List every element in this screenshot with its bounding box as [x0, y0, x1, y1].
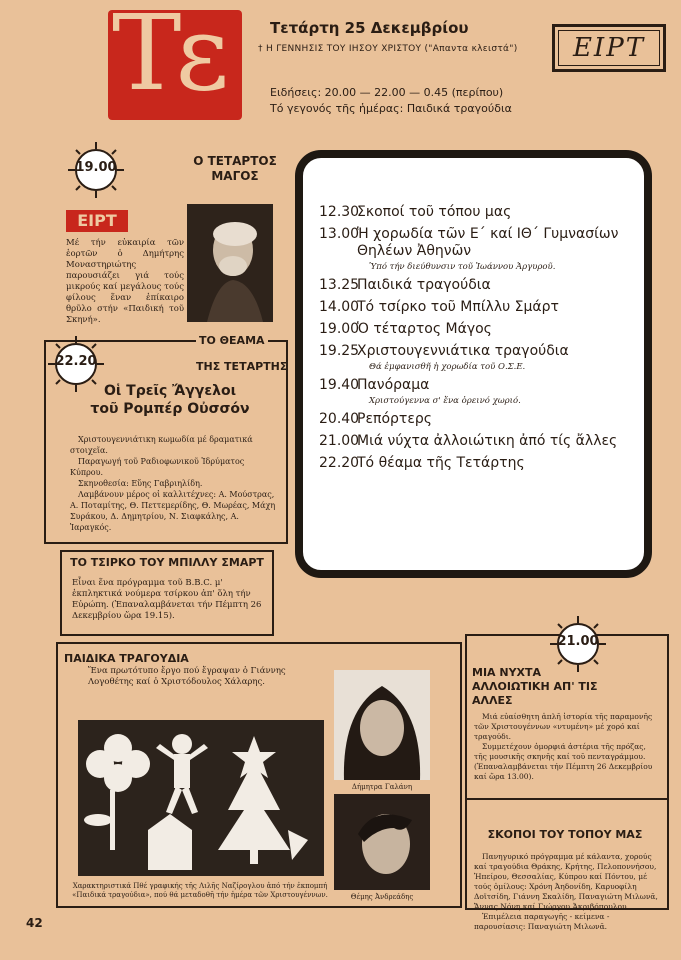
theama-title-line1: Οἱ Τρεῖς Ἄγγελοι [103, 383, 237, 399]
schedule-note: Θά ἐμφανισθῆ ἡ χορωδία τοῦ Ο.Σ.Ε. [369, 362, 526, 372]
paidika-drawing [78, 720, 324, 876]
paidika-title: ΠΑΙΔΙΚΑ ΤΡΑΓΟΥΔΙΑ [64, 652, 189, 665]
holiday-subtitle: † Η ΓΕΝΝΗΣΙΣ ΤΟΥ ΙΗΣΟΥ ΧΡΙΣΤΟΥ ("Απαντα κλειστά") [258, 44, 518, 54]
magos-title-line2: ΜΑΓΟΣ [211, 169, 259, 183]
schedule-note: Ὑπό τήν διεύθυνσιν τοῦ Ἰωάννου Ἀργυροῦ. [369, 262, 556, 272]
nyxta-paragraph: Μιά εὐαίσθητη ἁπλῆ ἱστορία τῆς παραμονῆς τῶν Χριστουγέννων «ντυμένη» μέ χορό καί τραγούδι. [474, 712, 653, 741]
schedule-title: Παιδικά τραγούδια [357, 277, 491, 293]
schedule-note: Χριστούγεννα σ' ἕνα ὀρεινό χωριό. [369, 396, 521, 406]
drawing-caption: Χαρακτηριστικά Πθέ γραφικής τῆς Λιλῆς Ναζίρογλου ἀπό τήν ἐκπομπή «Παιδικά τραγούδια», πού θά μεταδοθῆ τήν ἡμέρα τῶν Χριστουγέννων. [72, 882, 328, 899]
schedule-title: Πανόραμα [357, 377, 430, 393]
theama-text [70, 434, 276, 533]
schedule-time: 19.25 [319, 343, 360, 359]
skopoi-paragraph: Πανηγυρικό πρόγραμμα μέ κάλαντα, χορούς καί τραγούδια Θράκης, Κρήτης, Πελοποννήσου, Ἠπείρου, Θεσσαλίας, Κύπρου καί Πόντου, μέ τούς ὁμίλους: Χρόνη Ἀηδονίδη, Καρυοφίλη Δοϊτσίδη, Γιάννη Σκαλίδη, Παναγιώτη Μιλωνᾶ, Ἄννας Νόνη καί Γιώργου Ἀκριβόπουλου. [474, 852, 658, 911]
schedule-title: Τό θέαμα τῆς Τετάρτης [357, 455, 525, 471]
schedule-time: 20.40 [319, 411, 360, 427]
tsirko-text: Εἶναι ἕνα πρόγραμμα τοῦ B.B.C. μ' ἐκπληκτικά νούμερα τσίρκου ἀπ' ὅλη τήν Εὐρώπη. (Ἐπαναλαμβάνεται τήν Πέμπτη 26 Δεκεμβρίου ὥρα 19.15). [72, 578, 262, 621]
schedule-time: 12.30 [319, 204, 360, 220]
theama-title-line2: τοῦ Ρομπέρ Οὐσσόν [90, 401, 250, 417]
theama-title [70, 382, 270, 418]
singer-photo [334, 794, 430, 890]
schedule-title: Μιά νύχτα ἀλλοιώτικη ἀπό τίς ἄλλες [357, 433, 618, 449]
schedule-item [319, 277, 649, 294]
clock-time: 22.20 [55, 354, 97, 369]
nyxta-title [472, 666, 612, 708]
channel-logo-text: ΕΙΡΤ [558, 30, 660, 66]
schedule-time: 19.00 [319, 321, 360, 337]
event-of-day: Τό γεγονός τῆς ἡμέρας: Παιδικά τραγούδια [270, 102, 512, 115]
magos-title-line1: Ο ΤΕΤΑΡΤΟΣ [193, 154, 277, 168]
schedule-item [319, 377, 649, 406]
skopoi-paragraph: Ἐπιμέλεια παραγωγῆς - κείμενα - παρουσίασις: Παναγιώτη Μιλωνᾶ. [474, 912, 610, 931]
singer-photo [334, 670, 430, 780]
clock-time: 21.00 [557, 634, 599, 649]
page-date: Τετάρτη 25 Δεκεμβρίου [270, 19, 469, 37]
schedule-title: Ἡ χορωδία τῶν Ε΄ καί ΙΘ΄ Γυμνασίων Θηλέων Ἀθηνῶν [357, 226, 619, 259]
schedule-item [319, 226, 649, 272]
schedule-title: Τό τσίρκο τοῦ Μπίλλυ Σμάρτ [357, 299, 559, 315]
clock-icon-2100 [548, 614, 608, 674]
magos-title [190, 154, 280, 184]
schedule-title: Σκοποί τοῦ τόπου μας [357, 204, 512, 220]
schedule-item [319, 299, 649, 316]
nyxta-text [474, 712, 660, 782]
theama-paragraph: Λαμβάνουν μέρος οἱ καλλιτέχνες: Α. Μούστρας, Α. Ποταμίτης, Θ. Πεττεμερίδης, Θ. Μωρέας, Μάχη Συράκου, Δ. Δημητρίου, Ν. Σιαφκάλης, Α. Ἰαραγκός. [70, 490, 276, 532]
schedule-list [319, 204, 649, 477]
nyxta-title-line2: ΑΛΛΟΙΩΤΙΚΗ ΑΠ' ΤΙΣ ΑΛΛΕΣ [472, 680, 598, 707]
theama-heading-line1: ΤΟ ΘΕΑΜΑ [196, 334, 268, 347]
photo-caption: Θέμης Ἀνδρεάδης [350, 893, 414, 901]
theama-paragraph: Σκηνοθεσία: Εὔης Γαβριηλίδη. [78, 479, 203, 488]
theama-paragraph: Παραγωγή τοῦ Ραδιοφωνικοῦ Ἱδρύματος Κύπρου. [70, 457, 245, 477]
nyxta-paragraph: Συμμετέχουν ὁμορφιά ἀστέρια τῆς πρόζας, τῆς μουσικῆς σκηνῆς καί τοῦ πενταγράμμου. (Ἐπαναλαμβάνεται τήν Πέμπτη 26 Δεκεμβρίου καί ὥρα 13.00). [474, 742, 653, 781]
paidika-text: Ἕνα πρωτότυπο ἔργο πού ἔγραψαν ὁ Γιάννης Λογοθέτης καί ὁ Χριστόδουλος Χάλαρης. [88, 666, 286, 687]
photo-caption: Δήμητρα Γαλάνη [351, 783, 413, 791]
magos-photo [187, 204, 273, 322]
schedule-time: 13.25 [319, 277, 360, 293]
magos-text: Μέ τήν εὐκαιρία τῶν ἑορτῶν ὁ Δημήτρης Μοναστηριώτης παρουσιάζει γιά τούς μικρούς καί μεγάλους τούς φίλους ἕναν ἐπίκαιρο θρῦλο στήν «Παιδική τοῦ Σκηνή». [66, 238, 184, 325]
clock-icon-1900 [66, 140, 126, 200]
news-times: Ειδήσεις: 20.00 — 22.00 — 0.45 (περίπου) [270, 86, 504, 99]
skopoi-text [474, 852, 660, 932]
schedule-item [319, 204, 649, 221]
logo-te: Tε [112, 0, 224, 114]
schedule-title: Χριστουγεννιάτικα τραγούδια [357, 343, 569, 359]
schedule-item [319, 411, 649, 428]
schedule-time: 13.00 [319, 226, 360, 242]
schedule-time: 19.40 [319, 377, 360, 393]
schedule-item [319, 455, 649, 472]
theama-heading-line2: ΤΗΣ ΤΕΤΑΡΤΗΣ [196, 360, 288, 373]
schedule-panel [295, 150, 652, 578]
schedule-item [319, 321, 649, 338]
schedule-item [319, 433, 649, 450]
nyxta-title-line1: ΜΙΑ ΝΥΧΤΑ [472, 666, 542, 679]
skopoi-title: ΣΚΟΠΟΙ ΤΟΥ ΤΟΠΟΥ ΜΑΣ [487, 828, 643, 841]
schedule-time: 21.00 [319, 433, 360, 449]
schedule-time: 22.20 [319, 455, 360, 471]
clock-time: 19.00 [75, 160, 117, 175]
schedule-time: 14.00 [319, 299, 360, 315]
schedule-title: Ρεπόρτερς [357, 411, 432, 427]
schedule-title: Ὁ τέταρτος Μάγος [357, 321, 492, 337]
channel-banner: ΕΙΡΤ [66, 210, 128, 232]
tsirko-title: ΤΟ ΤΣΙΡΚΟ ΤΟΥ ΜΠΙΛΛΥ ΣΜΑΡΤ [70, 556, 264, 569]
channel-logo [552, 24, 666, 72]
schedule-item [319, 343, 649, 372]
page-number: 42 [26, 916, 43, 930]
theama-paragraph: Χριστουγεννιάτικη κωμωδία μέ δραματικά στοιχεῖα. [70, 435, 253, 455]
